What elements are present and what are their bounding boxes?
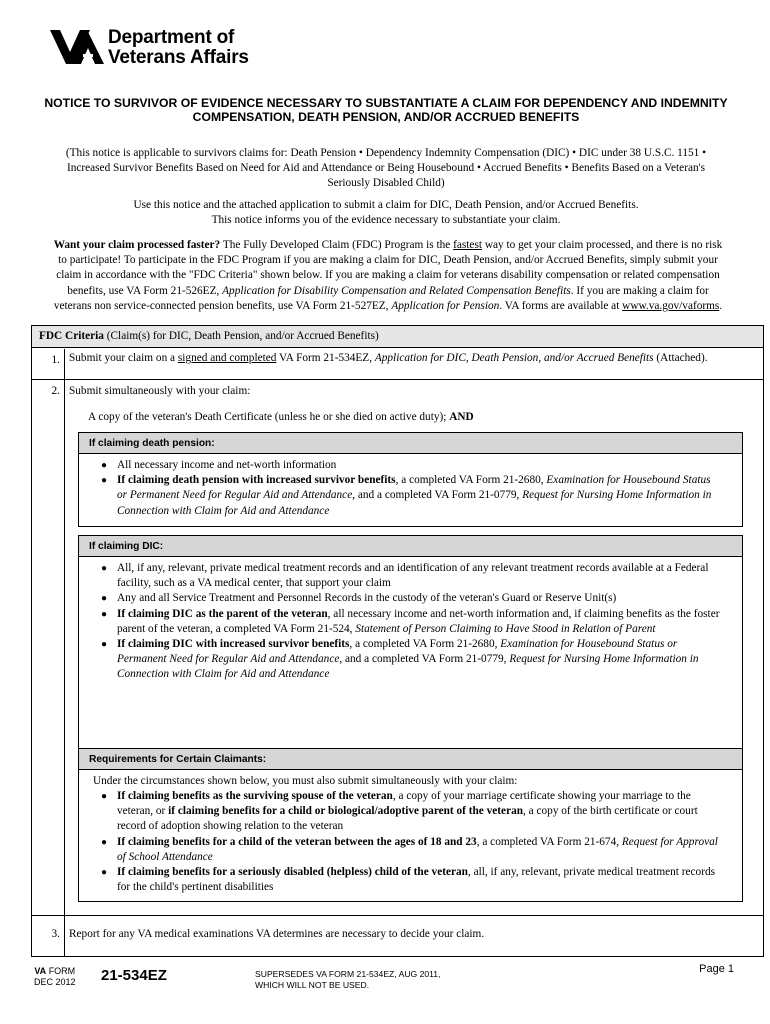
death-pension-box <box>78 432 743 527</box>
requirements-heading: Requirements for Certain Claimants: <box>79 749 742 770</box>
fdc-criteria-header: FDC Criteria (Claim(s) for DIC, Death Pension, and/or Accrued Benefits) <box>32 326 763 348</box>
list-item: ● If claiming DIC with increased survivor benefits, a completed VA Form 21-2680, Examination for Housebound Status or Permanent Need for Regular Aid and Attendance, and a completed VA Form 21-0779, Request for Nursing Home Information in Connection with Claim for Aid and Attendance <box>99 637 729 683</box>
requirements-box: Requirements for Certain Claimants: Under the circumstances shown below, you must also submit simultaneously with your claim: ● If claiming benefits as the surviving spouse of the veteran, a copy of your marriage certificate showing your marriage to the veteran, or if claiming benefits for a child or biological/adoptive parent of the veteran, a copy of the birth certificate or court record of adoption showing relation to the veteran ● If claiming benefits for a child of the veteran between the ages of 18 and 23, a completed VA Form 21-674, Request for Approval of School Attendance ● If claiming benefits for a seriously disabled (helpless) child of the veteran, all, if any, relevant, private medical treatment records for the child's pertinent disabilities <box>78 748 743 902</box>
vaforms-link[interactable]: www.va.gov/vaforms <box>622 299 720 312</box>
criteria-item-2: 2. Submit simultaneously with your claim: A copy of the veteran's Death Certificate (unless he or she died on active duty); AND If claiming death pension: ● All necessary income and net-worth information ● If claiming death pension with increased survivor benefits, a completed VA Form 21-2680, Examination for Housebound Status or Permanent Need for Regular Aid and Attendance, and a completed VA Form 21-0779, Request for Nursing Home Information in Connection with Claim for Aid and Attendance If claiming DIC: ● All, if any, relevant, private medical treatment records and an identification of any relevant treatment records available at a Federal facility, such as a VA medical center, that support your claim ● Any and all Service Treatment and Personnel Records in the custody of the veteran's Guard or Reserve Unit(s) ● If claiming DIC as the parent of the veteran, all necessary income and net-worth information and, if claiming benefits as the foster parent of the veteran, a completed VA Form 21-524, Statement of Person Claiming to Have Stood in Relation of Parent ● If claiming DIC with increased survivor benefits, a completed VA Form 21-2680, Examination for Housebound Status or Permanent Need for Regular Aid and Attendance, and a completed VA Form 21-0779, Request for Nursing Home Information in Connection with Claim for Aid and Attendance Requirements for Certain Claimants: Under the circumstances shown below, you must also submit simultaneously with your claim: ● If claiming benefits as the surviving spouse of the veteran, a copy of your marriage certificate showing your marriage to the veteran, or if claiming benefits for a child or biological/adoptive parent of the veteran, a copy of the birth certificate or court record of adoption showing relation to the veteran ● If claiming benefits for a child of the veteran between the ages of 18 and 23, a completed VA Form 21-674, Request for Approval of School Attendance ● If claiming benefits for a seriously disabled (helpless) child of the veteran, all, if any, relevant, private medical treatment records for the child's pertinent disabilities <box>32 380 763 916</box>
list-item: ● If claiming DIC as the parent of the veteran, all necessary income and net-worth information and, if claiming benefits as the foster parent of the veteran, a completed VA Form 21-524, Statement of Person Claiming to Have Stood in Relation of Parent <box>99 607 729 637</box>
list-item: ● If claiming benefits for a seriously disabled (helpless) child of the veteran, all, if any, relevant, private medical treatment records for the child's pertinent disabilities <box>99 865 729 895</box>
list-item: ● If claiming death pension with increased survivor benefits, a completed VA Form 21-2680, Examination for Housebound Status or Permanent Need for Regular Aid and Attendance, and a completed VA Form 21-0779, Request for Nursing Home Information in Connection with Claim for Aid and Attendance <box>99 473 719 519</box>
criteria-item-1: 1. Submit your claim on a signed and completed VA Form 21-534EZ, Application for DIC, Death Pension, and/or Accrued Benefits (Attached). <box>32 349 763 380</box>
footer-form-number: 21-534EZ <box>101 967 167 984</box>
list-item: ● Any and all Service Treatment and Personnel Records in the custody of the veteran's Guard or Reserve Unit(s) <box>99 591 729 606</box>
list-item: ● All, if any, relevant, private medical treatment records and an identification of any relevant treatment records available at a Federal facility, such as a VA medical center, that support your claim <box>99 561 729 591</box>
document-title: NOTICE TO SURVIVOR OF EVIDENCE NECESSARY TO SUBSTANTIATE A CLAIM FOR DEPENDENCY AND INDEMNITY COMPENSATION, DEATH PENSION, AND/OR ACCRUED BENEFITS <box>44 96 728 125</box>
applicability-note: (This notice is applicable to survivors claims for: Death Pension • Dependency Indemnity Compensation (DIC) • DIC under 38 U.S.C. 1151 • Increased Survivor Benefits Based on Need for Aid and Attendance or Being Housebound • Accrued Benefits • Benefits Based on a Veteran's Seriously Disabled Child) <box>65 147 707 190</box>
criteria-item-3: 3. Report for any VA medical examinations VA determines are necessary to decide your claim. <box>32 916 763 956</box>
use-notice: Use this notice and the attached application to submit a claim for DIC, Death Pension, and/or Accrued Benefits. This notice informs you of the evidence necessary to substantiate your claim. <box>133 199 639 227</box>
death-certificate-line: A copy of the veteran's Death Certificate (unless he or she died on active duty); AND <box>88 411 474 423</box>
fdc-criteria-box <box>31 325 764 957</box>
page-number: Page 1 <box>699 963 734 975</box>
footer-form-label: VA FORM DEC 2012 <box>34 966 76 987</box>
death-pension-heading: If claiming death pension: <box>79 433 742 454</box>
fdc-intro: Want your claim processed faster? The Fully Developed Claim (FDC) Program is the fastest way to get your claim processed, and there is no risk to participate! To participate in the FDC Program if you are making a claim for DIC, Death Pension, and/or Accrued Benefits, simply submit your claim in accordance with the "FDC Criteria" shown below. If you are making a claim for veterans disability compensation or related compensation benefits, use VA Form 21-526EZ, Application for Disability Compensation and Related Compensation Benefits. If you are making a claim for veterans non service-connected pension benefits, use VA Form 21-527EZ, Application for Pension. VA forms are available at www.va.gov/vaforms. <box>53 239 723 312</box>
list-item: ● All necessary income and net-worth information <box>99 458 719 473</box>
list-item: ● If claiming benefits for a child of the veteran between the ages of 18 and 23, a completed VA Form 21-674, Request for Approval of School Attendance <box>99 835 729 865</box>
department-name: Department of Veterans Affairs <box>108 27 249 68</box>
dic-heading: If claiming DIC: <box>79 536 742 557</box>
va-logo <box>50 26 320 70</box>
footer-supersedes: SUPERSEDES VA FORM 21-534EZ, AUG 2011, WHICH WILL NOT BE USED. <box>255 969 441 990</box>
dic-box <box>78 535 743 750</box>
va-seal-icon <box>50 26 104 66</box>
list-item: ● If claiming benefits as the surviving spouse of the veteran, a copy of your marriage certificate showing your marriage to the veteran, or if claiming benefits for a child or biological/adoptive parent of the veteran, a copy of the birth certificate or court record of adoption showing relation to the veteran <box>99 789 729 835</box>
